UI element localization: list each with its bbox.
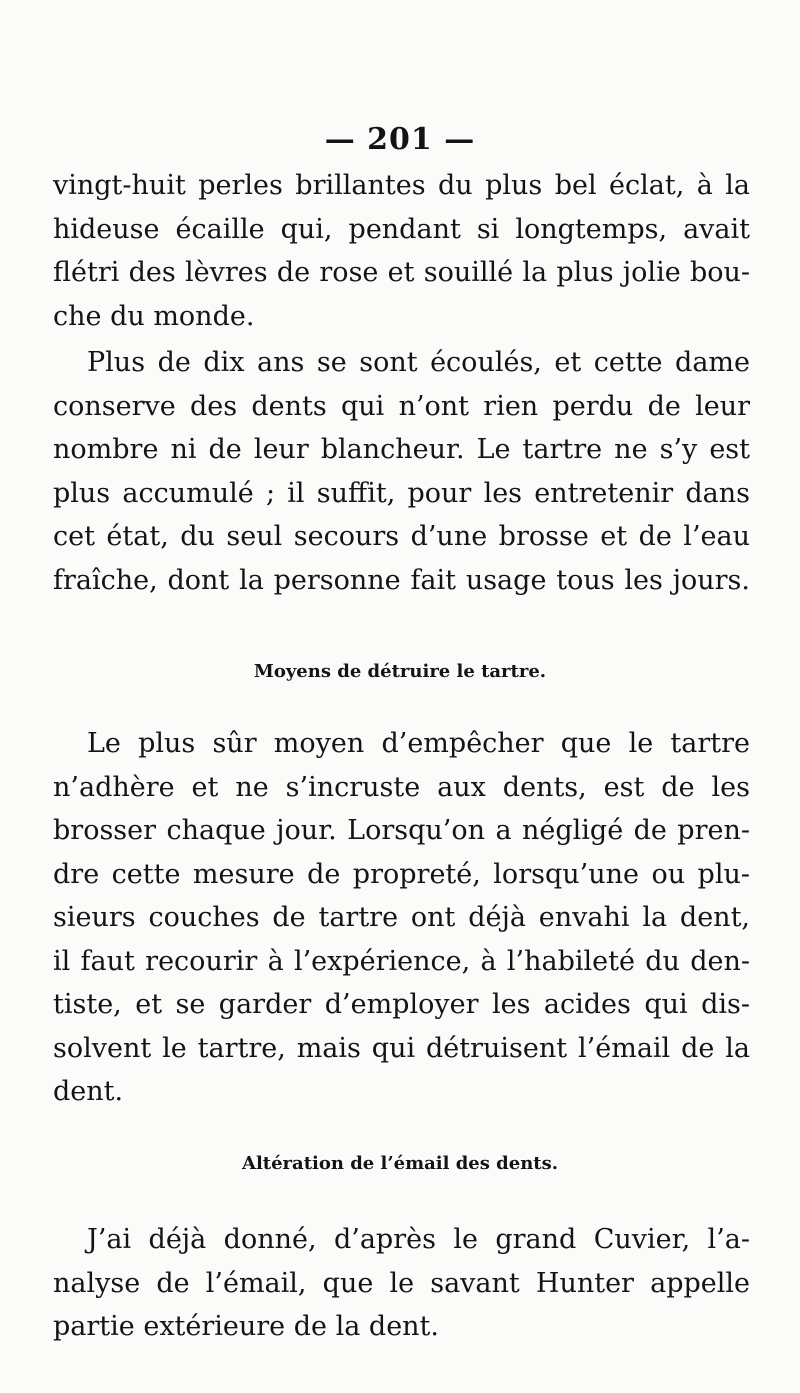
text-line: nombre ni de leur blancheur. Le tartre ne s’y est — [53, 434, 750, 465]
text-line: fraîche, dont la personne fait usage tous les jours. — [53, 564, 750, 596]
section-heading-tartre: Moyens de détruire le tartre. — [253, 661, 547, 682]
text-line: brosser chaque jour. Lorsqu’on a négligé de pren- — [53, 815, 750, 846]
text-line: Plus de dix ans se sont écoulés, et cette dame — [87, 347, 750, 378]
text-line: flétri des lèvres de rose et souillé la plus jolie bou- — [53, 257, 750, 288]
section-heading-email: Altération de l’émail des dents. — [241, 1153, 559, 1174]
text-line: hideuse écaille qui, pendant si longtemps, avait — [53, 213, 750, 245]
text-line: cet état, du seul secours d’une brosse et de l’eau — [53, 521, 750, 552]
text-line: J’ai déjà donné, d’après le grand Cuvier, l’a- — [87, 1224, 750, 1255]
text-line: sieurs couches de tartre ont déjà envahi la dent, — [53, 902, 750, 933]
text-line: dre cette mesure de propreté, lorsqu’une ou plu- — [53, 858, 750, 890]
text-line: solvent le tartre, mais qui détruisent l’émail de la — [53, 1032, 750, 1064]
paragraph-3 — [53, 722, 750, 1114]
text-line: tiste, et se garder d’employer les acides qui dis- — [53, 989, 750, 1020]
text-line: che du monde. — [53, 300, 255, 332]
paragraph-4 — [53, 1218, 750, 1349]
text-line: Le plus sûr moyen d’empêcher que le tartre — [87, 728, 750, 759]
page-number: — 201 — — [324, 122, 476, 157]
text-line: n’adhère et ne s’incruste aux dents, est de les — [53, 771, 750, 803]
text-line: partie extérieure de la dent. — [53, 1311, 439, 1342]
text-line: nalyse de l’émail, que le savant Hunter appelle — [53, 1267, 750, 1299]
text-line: il faut recourir à l’expérience, à l’habileté du den- — [53, 945, 750, 977]
text-line: vingt-huit perles brillantes du plus bel éclat, à la — [53, 170, 750, 201]
paragraph-1 — [53, 164, 750, 338]
text-line: dent. — [53, 1076, 124, 1107]
text-line: conserve des dents qui n’ont rien perdu de leur — [53, 390, 750, 422]
text-line: plus accumulé ; il suffit, pour les entretenir dans — [53, 477, 750, 509]
paragraph-2 — [53, 341, 750, 602]
